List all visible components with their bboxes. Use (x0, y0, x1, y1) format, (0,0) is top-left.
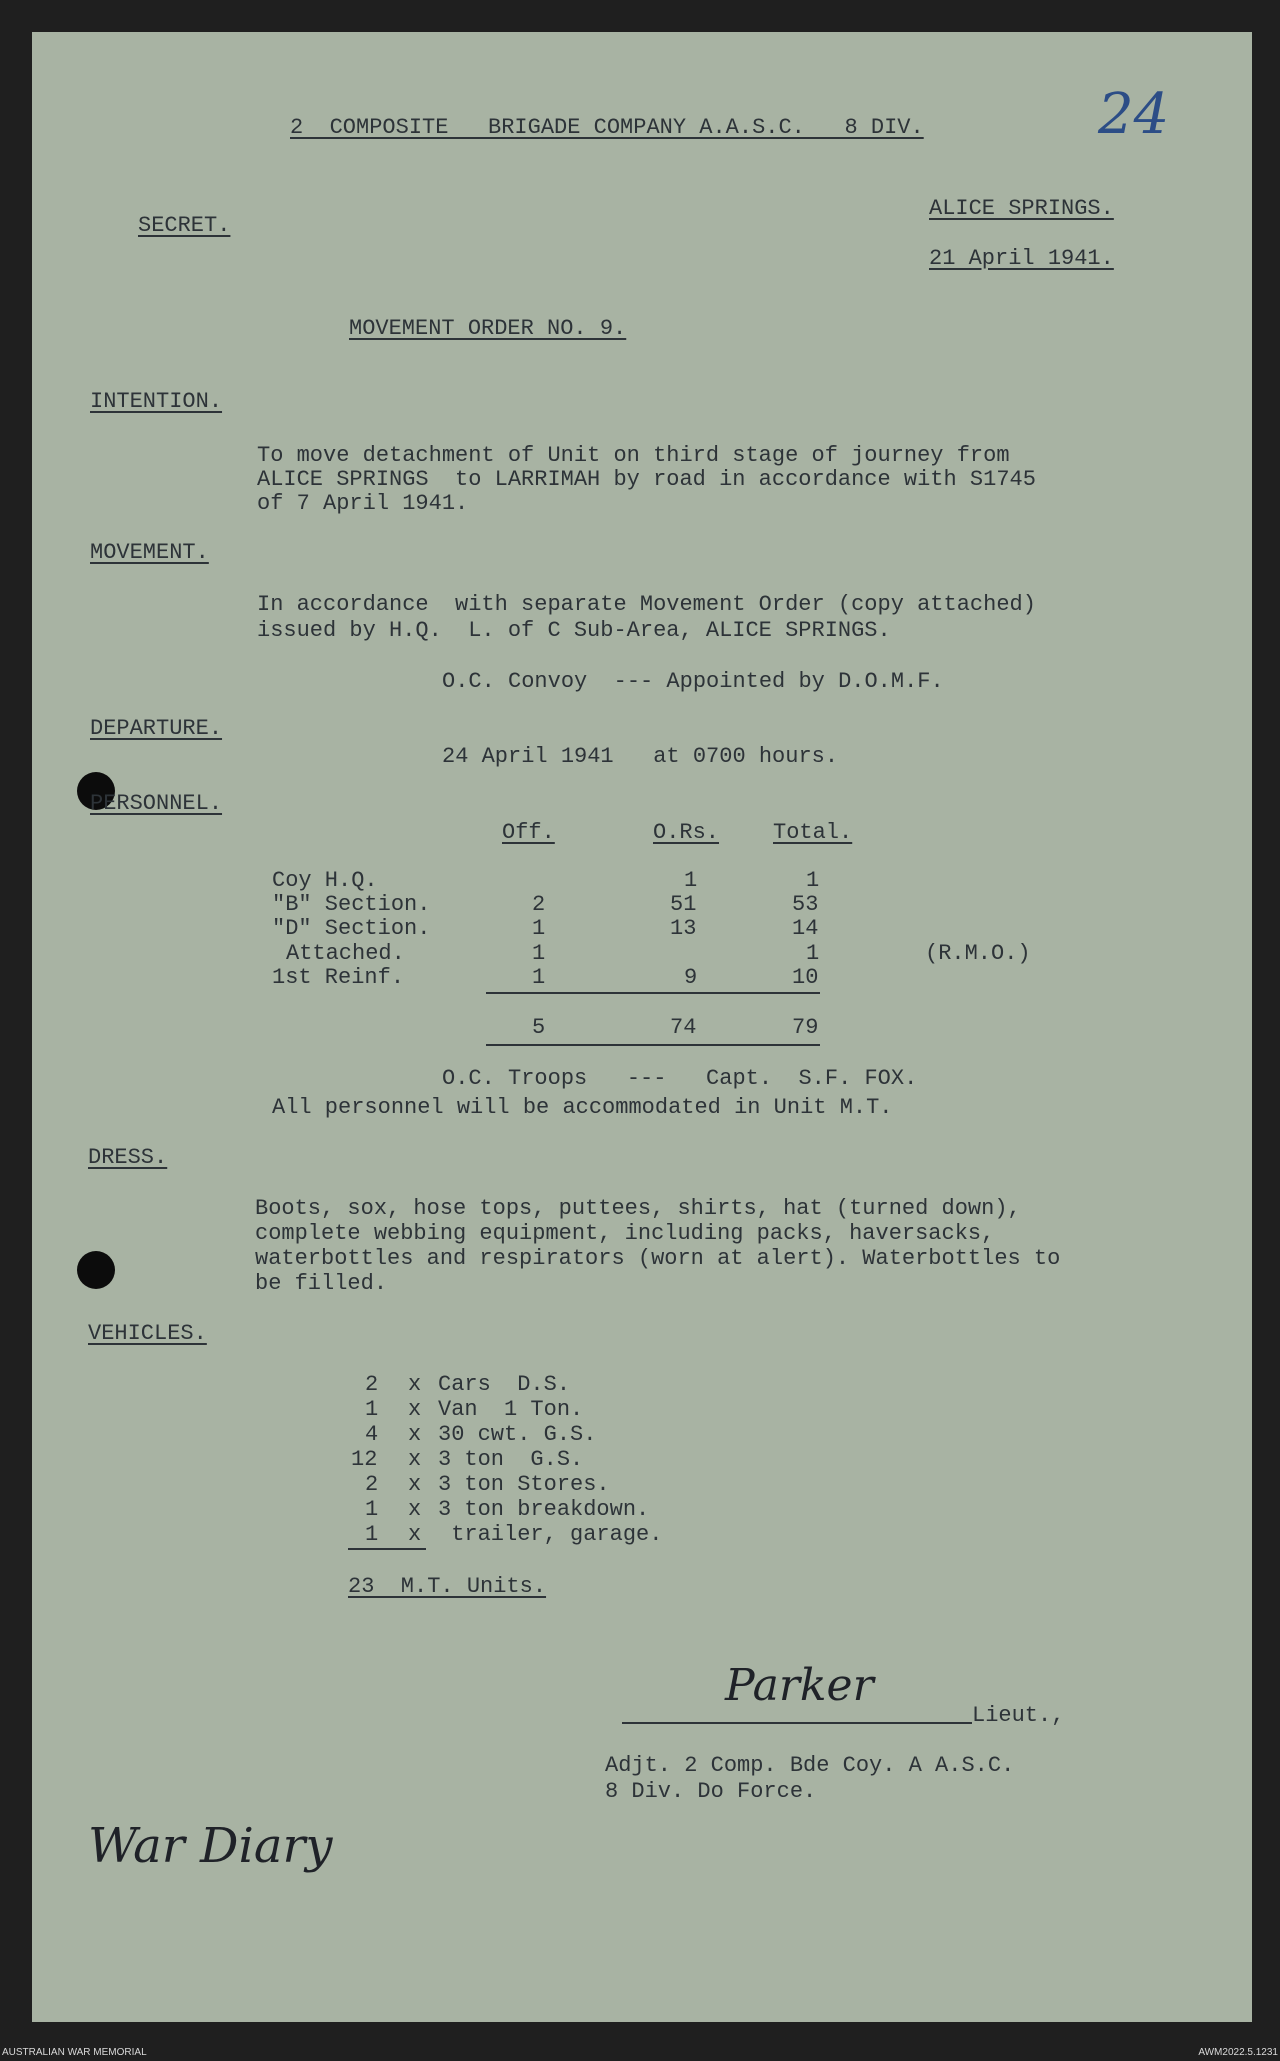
dress-line-2: complete webbing equipment, including packs, haversacks, (255, 1221, 995, 1246)
location: ALICE SPRINGS. (929, 196, 1114, 221)
intention-line-3: of 7 April 1941. (257, 491, 469, 516)
heading-intention: INTENTION. (90, 389, 223, 414)
vehicle-desc: 3 ton breakdown. (438, 1497, 650, 1522)
footer-institution: AUSTRALIAN WAR MEMORIAL (2, 2047, 147, 2058)
vehicle-desc: Van 1 Ton. (438, 1397, 584, 1422)
personnel-note: All personnel will be accommodated in Unit M.T. (272, 1095, 893, 1120)
heading-personnel: PERSONNEL. (90, 791, 223, 816)
personnel-row-label: 1st Reinf. (272, 965, 405, 990)
date: 21 April 1941. (929, 246, 1114, 271)
heading-vehicles: VEHICLES. (88, 1321, 207, 1346)
vehicle-desc: 3 ton G.S. (438, 1447, 584, 1472)
personnel-row-total: 1 (806, 868, 820, 893)
personnel-row-off: 2 (532, 892, 546, 917)
personnel-total-rule (486, 1044, 820, 1046)
personnel-total-total: 79 (792, 1015, 819, 1040)
vehicle-qty: 2 (365, 1372, 379, 1397)
classification: SECRET. (138, 213, 231, 238)
vehicle-desc: 30 cwt. G.S. (438, 1422, 597, 1447)
document-header: 2 COMPOSITE BRIGADE COMPANY A.A.S.C. 8 DIV. (290, 115, 924, 140)
handwritten-signature: Parker (725, 1660, 874, 1711)
vehicle-qty: 1 (365, 1497, 379, 1522)
personnel-total-ors: 74 (670, 1015, 697, 1040)
personnel-col-ors: O.Rs. (653, 820, 720, 845)
heading-departure: DEPARTURE. (90, 716, 223, 741)
vehicle-x: x (408, 1397, 422, 1422)
personnel-row-ors: 1 (684, 868, 698, 893)
vehicle-x: x (408, 1497, 422, 1522)
punch-hole-bottom (77, 1251, 115, 1289)
heading-dress: DRESS. (88, 1145, 168, 1170)
dress-line-4: be filled. (255, 1271, 388, 1296)
heading-movement: MOVEMENT. (90, 540, 209, 565)
personnel-row-total: 1 (806, 941, 820, 966)
dress-line-1: Boots, sox, hose tops, puttees, shirts, hat (turned down), (255, 1196, 1021, 1221)
vehicle-qty: 4 (365, 1422, 379, 1447)
personnel-row-total: 14 (792, 916, 819, 941)
document-title: MOVEMENT ORDER NO. 9. (349, 316, 627, 341)
personnel-subtotal-rule (486, 992, 820, 994)
movement-line-2: issued by H.Q. L. of C Sub-Area, ALICE SPRINGS. (257, 618, 891, 643)
signature-appointment: Adjt. 2 Comp. Bde Coy. A A.S.C. (605, 1753, 1015, 1778)
oc-convoy: O.C. Convoy --- Appointed by D.O.M.F. (442, 669, 944, 694)
personnel-row-label: "D" Section. (272, 916, 431, 941)
dress-line-3: waterbottles and respirators (worn at alert). Waterbottles to (255, 1246, 1061, 1271)
personnel-row-label: Attached. (286, 941, 405, 966)
personnel-row-note: (R.M.O.) (925, 941, 1031, 966)
vehicle-qty: 1 (365, 1522, 379, 1547)
personnel-total-off: 5 (532, 1015, 546, 1040)
personnel-row-ors: 13 (670, 916, 697, 941)
vehicles-total: 23 M.T. Units. (348, 1574, 547, 1599)
departure-text: 24 April 1941 at 0700 hours. (442, 744, 839, 769)
personnel-row-off: 1 (532, 941, 546, 966)
personnel-row-off: 1 (532, 916, 546, 941)
vehicles-total-rule (348, 1548, 426, 1550)
vehicle-qty: 12 (351, 1447, 378, 1472)
vehicle-x: x (408, 1447, 422, 1472)
personnel-col-off: Off. (502, 820, 555, 845)
vehicle-x: x (408, 1372, 422, 1397)
vehicle-x: x (408, 1472, 422, 1497)
signature-unit: 8 Div. Do Force. (605, 1779, 817, 1804)
vehicle-qty: 2 (365, 1472, 379, 1497)
intention-line-2: ALICE SPRINGS to LARRIMAH by road in accordance with S1745 (257, 467, 1036, 492)
folio-number: 24 (1098, 82, 1170, 147)
vehicle-x: x (408, 1422, 422, 1447)
war-diary-annotation: War Diary (88, 1818, 333, 1874)
vehicle-qty: 1 (365, 1397, 379, 1422)
personnel-row-total: 53 (792, 892, 819, 917)
footer-accession-number: AWM2022.5.1231 (1198, 2047, 1278, 2058)
personnel-row-label: Coy H.Q. (272, 868, 378, 893)
vehicle-x: x (408, 1522, 422, 1547)
personnel-row-label: "B" Section. (272, 892, 431, 917)
personnel-row-ors: 9 (684, 965, 698, 990)
personnel-row-off: 1 (532, 965, 546, 990)
signature-rank: Lieut., (972, 1703, 1065, 1728)
vehicle-desc: trailer, garage. (438, 1522, 663, 1547)
intention-line-1: To move detachment of Unit on third stage of journey from (257, 443, 1010, 468)
oc-troops: O.C. Troops --- Capt. S.F. FOX. (442, 1066, 918, 1091)
vehicle-desc: 3 ton Stores. (438, 1472, 610, 1497)
personnel-row-total: 10 (792, 965, 819, 990)
personnel-row-ors: 51 (670, 892, 697, 917)
movement-line-1: In accordance with separate Movement Order (copy attached) (257, 592, 1036, 617)
personnel-col-total: Total. (773, 820, 853, 845)
vehicle-desc: Cars D.S. (438, 1372, 571, 1397)
signature-line (622, 1722, 972, 1724)
